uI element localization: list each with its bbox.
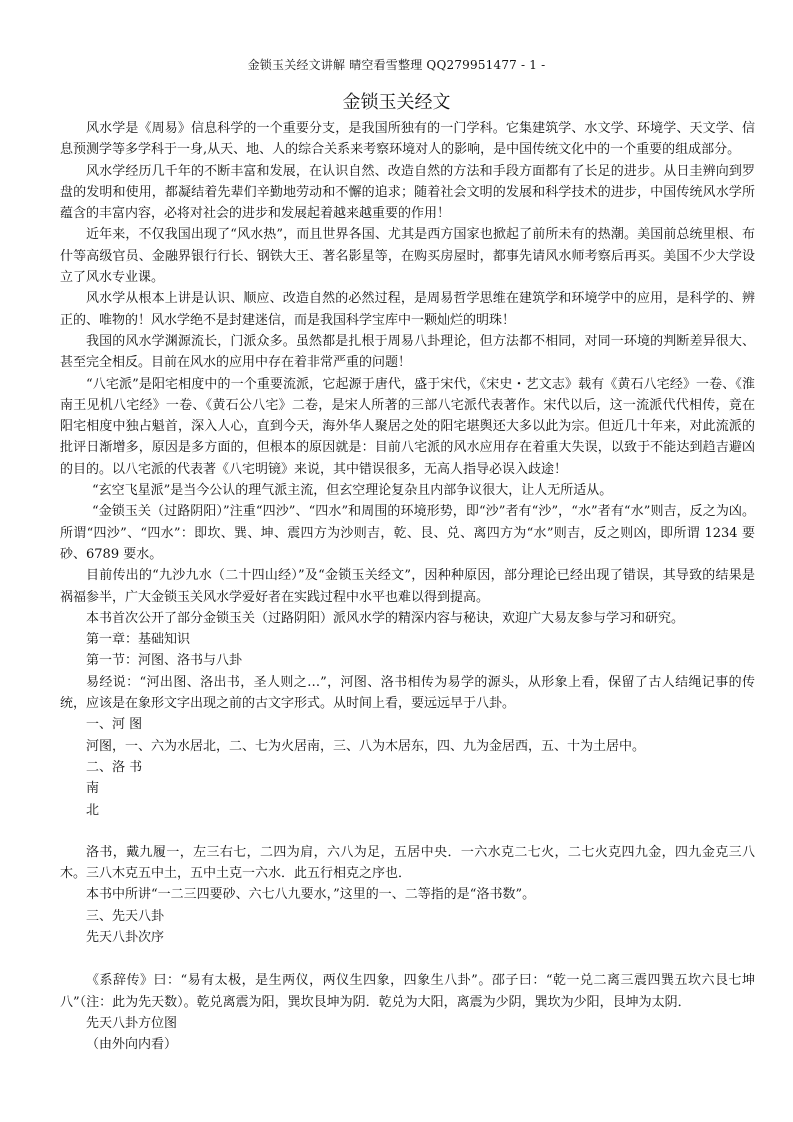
figure-caption: 先天八卦次序 — [86, 929, 165, 945]
subsection-heading: 三、先天八卦 — [86, 908, 165, 924]
figure-label-south: 南 — [86, 781, 100, 797]
figure-caption: 先天八卦方位图 — [86, 1015, 178, 1031]
paragraph: 风水学经历几千年的不断丰富和发展，在认识自然、改造自然的方法和手段方面都有了长足的进步。从日圭辨向到罗盘的发明和使用，都凝结着先辈们辛勤地劳动和不懈的追求；随着社会文明的发展和科学技术的进步，中国传统风水学所蕴含的丰富内容，必将对社会的进步和发展起着越来越重要的作用！ — [60, 163, 755, 222]
page-header: 金锁玉关经文讲解 晴空看雪整理 QQ279951477 - 1 - — [247, 58, 546, 72]
paragraph: 目前传出的“九沙九水（二十四山经）”及“金锁玉关经文”，因种种原因，部分理论已经出现了错误，其导致的结果是祸福参半，广大金锁玉关风水学爱好者在实践过程中水平也难以得到提高。 — [60, 568, 755, 605]
paragraph: 洛书，戴九履一，左三右七，二四为肩，六八为足，五居中央．一六水克二七火，二七火克四九金，四九金克三八木。三八木克五中土，五中土克一六水．此五行相克之序也． — [60, 844, 755, 882]
paragraph: 本书中所讲“一二三四要砂、六七八九要水，”这里的一、二等指的是“洛书数”。 — [86, 887, 536, 903]
paragraph: “金锁玉关（过路阴阳）”注重“四沙”、“四水”和周围的环境形势，即“沙”者有“沙”，“水”者有“水”则吉，反之为凶。所谓“四沙”、“四水”：即坎、巽、坤、震四方为沙则吉，乾、艮、兑、离四方为“水”则吉，反之则凶，即所谓 1234 要砂、6789 要水。 — [60, 504, 755, 562]
paragraph: 易经说：“河出图、洛出书，圣人则之…”，河图、洛书相传为易学的源头，从形象上看，保留了古人结绳记事的传统，应该是在象形文字出现之前的古文字形式。从时间上看，要远远早于八卦。 — [60, 674, 755, 712]
section-heading: 第一节：河图、洛书与八卦 — [86, 653, 243, 669]
paragraph: 本书首次公开了部分金锁玉关（过路阴阳）派风水学的精深内容与秘诀，欢迎广大易友参与学习和研究。 — [86, 610, 685, 626]
figure-space — [60, 821, 755, 842]
paragraph: 风水学从根本上讲是认识、顺应、改造自然的必然过程，是周易哲学思维在建筑学和环境学中的应用，是科学的、辨正的、唯物的！风水学绝不是封建迷信，而是我国科学宝库中一颗灿烂的明珠！ — [60, 291, 755, 328]
subsection-heading: 二、洛 书 — [86, 759, 143, 775]
paragraph: 《系辞传》曰：“易有太极，是生两仪，两仪生四象，四象生八卦”。邵子曰：“乾一兑二离三震四巽五坎六艮七坤八”（注：此为先天数）。乾兑离震为阳，巽坎艮坤为阴．乾兑为大阳，离震为少阴，巽坎为少阳，艮坤为太阴． — [60, 973, 755, 1010]
paragraph: 风水学是《周易》信息科学的一个重要分支，是我国所独有的一门学科。它集建筑学、水文学、环境学、天文学、信息预测学等多学科于一身,从天、地、人的综合关系来考察环境对人的影响，是中国传统文化中的一个重要的组成部分。 — [60, 121, 755, 158]
paragraph: 近年来，不仅我国出现了“风水热”，而且世界各国、尤其是西方国家也掀起了前所未有的热潮。美国前总统里根、布什等高级官员、金融界银行行长、钢铁大王、著名影星等，在购买房屋时，都事先请风水师考察后再买。美国不少大学设立了风水专业课。 — [60, 227, 755, 286]
paragraph: “玄空飞星派”是当今公认的理气派主流，但玄空理论复杂且内部争议很大，让人无所适从。 — [92, 483, 613, 499]
paragraph: 河图，一、六为水居北，二、七为火居南，三、八为木居东，四、九为金居西，五、十为土居中。 — [86, 738, 646, 754]
figure-space — [60, 948, 755, 970]
paragraph: 我国的风水学渊源流长，门派众多。虽然都是扎根于周易八卦理论，但方法都不相同，对同一环境的判断差异很大、甚至完全相反。目前在风水的应用中存在着非常严重的问题！ — [60, 333, 755, 371]
page-title: 金锁玉关经文 — [342, 92, 451, 113]
chapter-heading: 第一章：基础知识 — [86, 632, 191, 648]
subsection-heading: 一、河 图 — [86, 717, 143, 733]
paragraph: “八宅派”是阳宅相度中的一个重要流派，它起源于唐代，盛于宋代，《宋史・艺文志》载有《黄石八宅经》一卷、《淮南王见机八宅经》一卷、《黄石公八宅》二卷，是宋人所著的三部八宅派代表著作。宋代以后，这一流派代代相传，竟在阳宅相度中独占魁首，深入人心，直到今天，海外华人聚居之处的阳宅堪舆还大多以此为宗。但近几十年来，对此流派的批评日渐增多，原因是多方面的，但根本的原因就是：目前八宅派的风水应用存在着重大失误，以致于不能达到趋吉避凶的目的。以八宅派的代表著《八宅明镜》来说，其中错误很多，无高人指导必误入歧途！ — [60, 376, 755, 477]
document-body — [60, 118, 755, 1055]
figure-label-north: 北 — [86, 802, 100, 818]
figure-note: （由外向内看） — [86, 1037, 178, 1053]
